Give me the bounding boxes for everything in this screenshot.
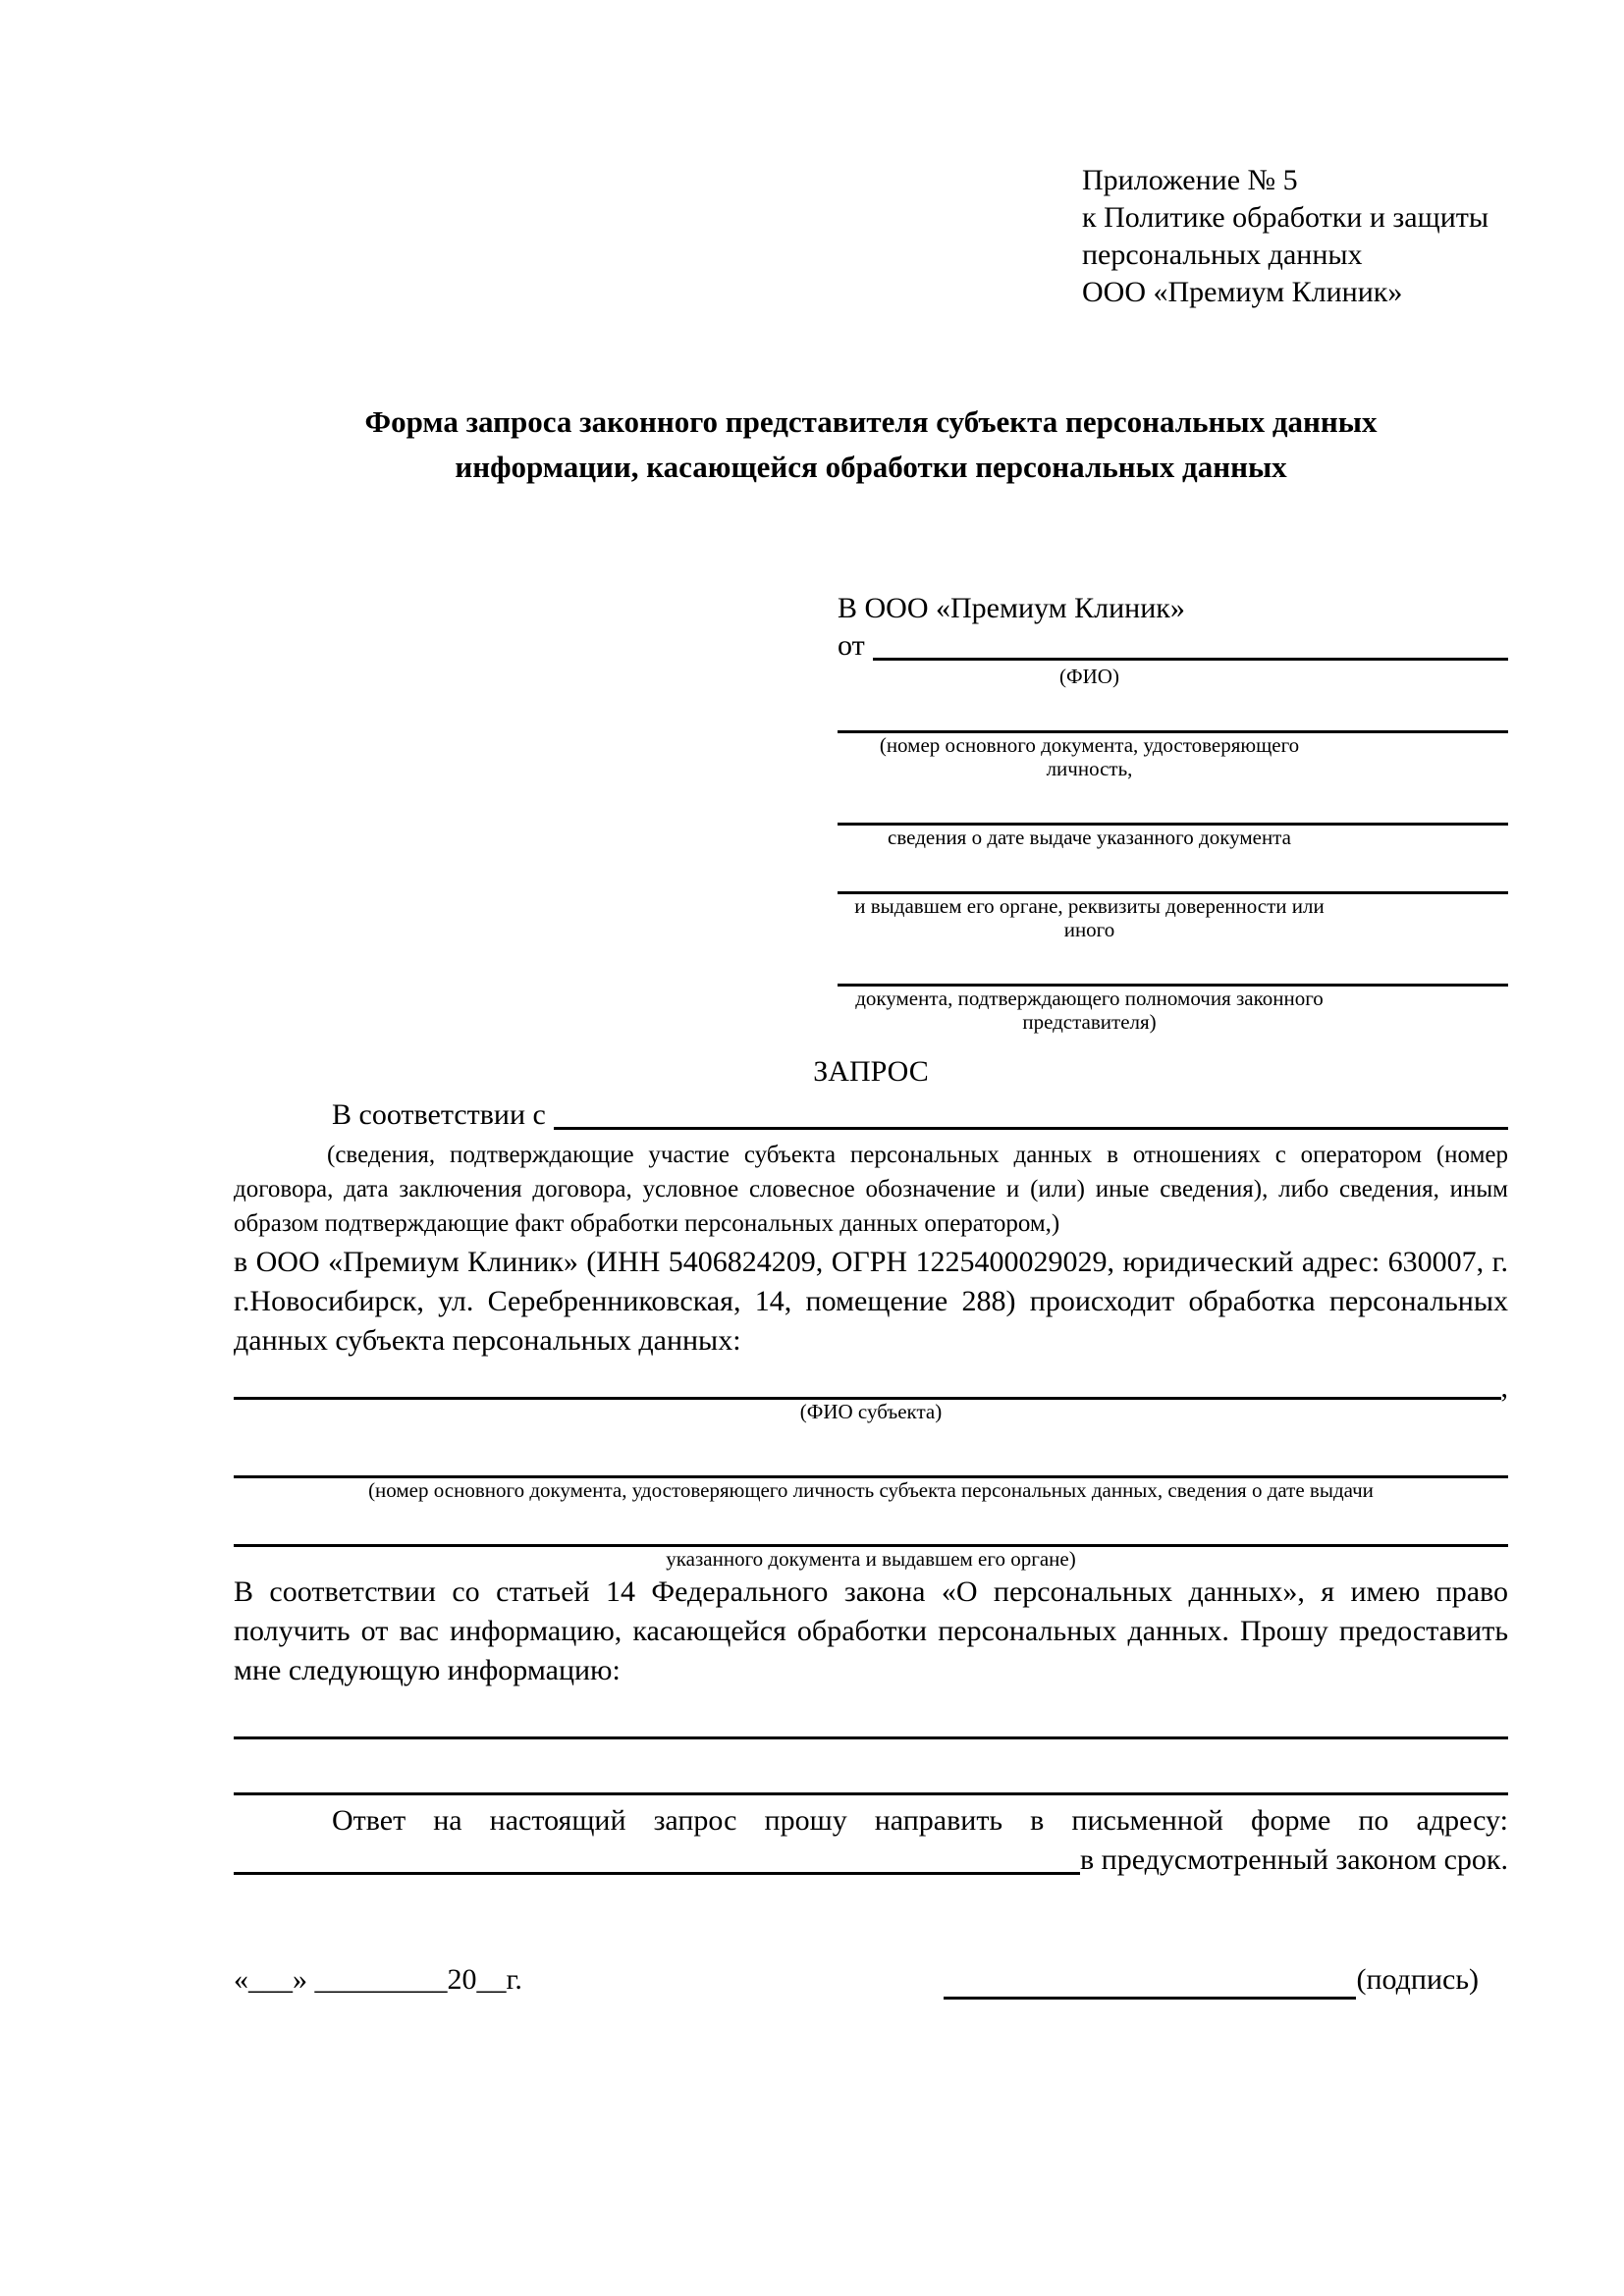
issuing-authority-caption: и выдавшем его органе, реквизиты доверенности или иного <box>854 894 1325 941</box>
subject-document-authority-blank[interactable] <box>234 1512 1508 1547</box>
subject-fio-caption: (ФИО субъекта) <box>799 1400 943 1423</box>
annex-line: ООО «Премиум Клиник» <box>1082 276 1403 308</box>
relation-details-blank[interactable] <box>554 1127 1508 1130</box>
reply-address-blank[interactable] <box>234 1872 1080 1875</box>
page-title-line: информации, касающейся обработки персональных данных <box>455 450 1287 484</box>
identity-document-caption: (номер основного документа, удостоверяющего личность, <box>879 733 1300 780</box>
subject-name-row <box>234 1371 1508 1404</box>
reply-suffix: в предусмотренный законом срок. <box>1080 1843 1508 1876</box>
intro-label: В соответствии с <box>332 1098 546 1131</box>
signature-blank[interactable] <box>944 1964 1356 2000</box>
requested-info-blank[interactable] <box>234 1760 1508 1795</box>
from-label: от <box>838 629 865 662</box>
request-heading: ЗАПРОС <box>813 1055 929 1088</box>
document-content <box>234 162 1508 2000</box>
issue-date-blank[interactable] <box>838 790 1508 826</box>
date-line[interactable]: «___» _________20__г. <box>234 1963 522 1996</box>
from-row <box>838 627 1508 665</box>
annex-line: персональных данных <box>1082 239 1363 271</box>
reply-paragraph: Ответ на настоящий запрос прошу направить в письменной форме по адресу: <box>332 1804 1508 1837</box>
reply-address-row <box>234 1841 1508 1880</box>
annex-line: Приложение № 5 <box>1082 164 1298 196</box>
subject-document-caption: (номер основного документа, удостоверяющего личность субъекта персональных данных, сведения о дате выдачи <box>368 1478 1374 1502</box>
page-title <box>234 400 1508 490</box>
fio-caption: (ФИО) <box>1059 665 1119 688</box>
intro-row <box>234 1096 1508 1134</box>
subject-document-blank[interactable] <box>234 1443 1508 1478</box>
annex-line: к Политике обработки и защиты <box>1082 201 1489 234</box>
subject-document-authority-caption: указанного документа и выдавшем его органе) <box>666 1547 1076 1571</box>
law-paragraph: В соответствии со статьей 14 Федерального закона «О персональных данных», я имею право получить от вас информацию, касающейся обработки персональных данных. Прошу предоставить мне следующую информацию: <box>234 1575 1508 1686</box>
issue-date-caption: сведения о дате выдаче указанного документа <box>888 826 1291 849</box>
identity-document-blank[interactable] <box>838 698 1508 733</box>
page-title-line: Форма запроса законного представителя субъекта персональных данных <box>364 404 1378 439</box>
addressee-block <box>838 590 1508 1034</box>
signature-group <box>944 1960 1479 2000</box>
authority-document-caption: документа, подтверждающего полномочия законного представителя) <box>855 987 1324 1034</box>
authority-document-blank[interactable] <box>838 951 1508 987</box>
signature-caption: (подпись) <box>1356 1963 1479 1996</box>
from-name-blank[interactable] <box>873 658 1508 661</box>
addressee-to-line: В ООО «Премиум Клиник» <box>838 592 1185 624</box>
requested-info-blank[interactable] <box>234 1704 1508 1739</box>
relation-details-note: (сведения, подтверждающие участие субъекта персональных данных в отношениях с оператором (номер договора, дата заключения договора, условное словесное обозначение и (или) иные сведения), либо сведения, иным образом подтверждающие факт обработки персональных данных оператором,) <box>234 1142 1508 1237</box>
issuing-authority-blank[interactable] <box>838 859 1508 894</box>
annex-block <box>1082 162 1508 311</box>
trailing-comma: , <box>1500 1371 1508 1404</box>
operator-paragraph: в ООО «Премиум Клиник» (ИНН 5406824209, ОГРН 1225400029029, юридический адрес: 630007, г. г.Новосибирск, ул. Серебренниковская, 14, помещение 288) происходит обработка персональных данных субъекта персональных данных: <box>234 1246 1508 1357</box>
date-signature-row <box>234 1960 1508 2000</box>
